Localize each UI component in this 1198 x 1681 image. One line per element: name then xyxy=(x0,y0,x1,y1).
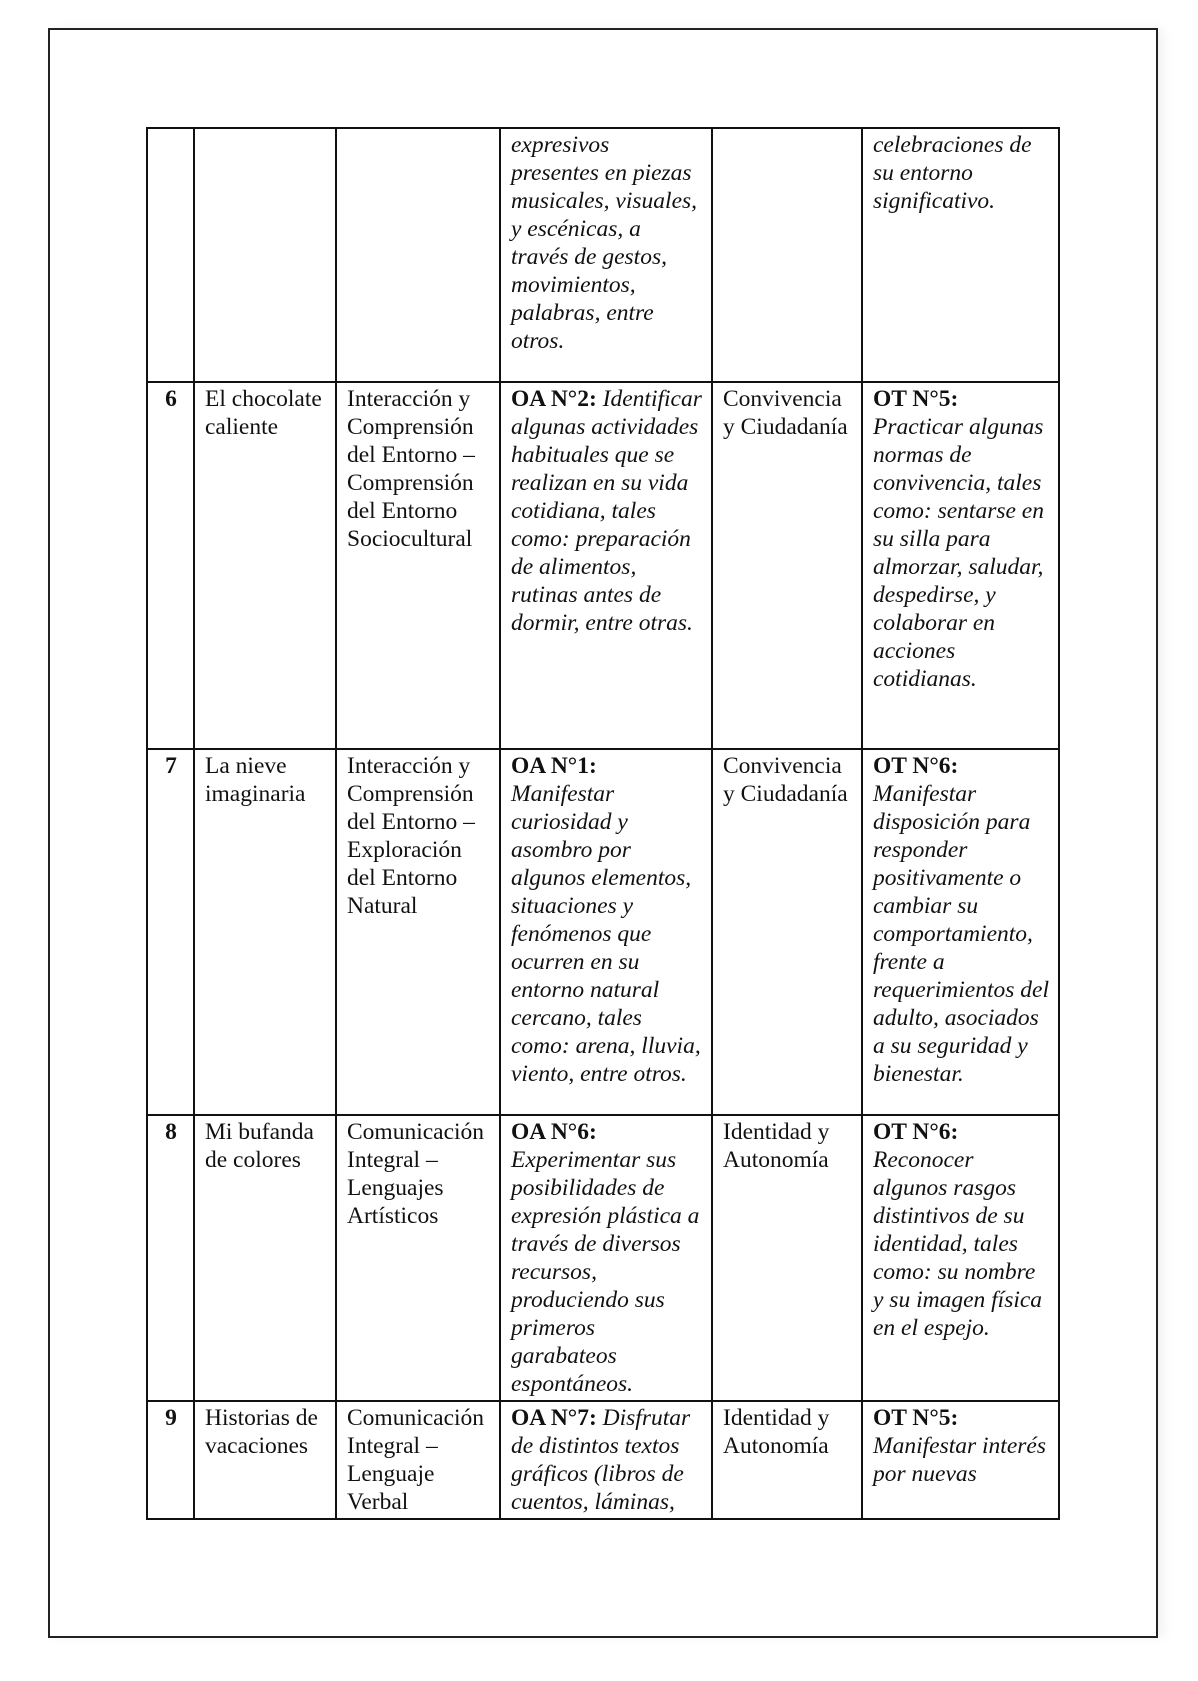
ambito-cell: Comunicación Integral – Lenguajes Artísticos xyxy=(336,1115,500,1401)
oa-cell xyxy=(500,382,712,749)
table-row xyxy=(147,1401,1059,1519)
ot-cell xyxy=(862,382,1059,749)
oa-cell xyxy=(500,128,712,382)
ot-label: OT N°6: xyxy=(873,753,959,779)
oa-cell xyxy=(500,1401,712,1519)
ot-text: Manifestar disposición para responder positivamente o cambiar su comportamiento, frente a requerimientos del adulto, asociados a su seguridad y bienestar. xyxy=(873,781,1049,1087)
nucleo-cell: Convivencia y Ciudadanía xyxy=(712,749,862,1115)
table-row xyxy=(147,128,1059,382)
oa-text: Manifestar curiosidad y asombro por algunos elementos, situaciones y fenómenos que ocurren en su entorno natural cercano, tales como: arena, lluvia, viento, entre otros. xyxy=(511,781,701,1087)
row-number: 9 xyxy=(147,1401,194,1519)
ot-text: Manifestar interés por nuevas xyxy=(873,1433,1046,1487)
ambito-cell: Interacción y Comprensión del Entorno – Exploración del Entorno Natural xyxy=(336,749,500,1115)
experience-title xyxy=(194,128,336,382)
table-row xyxy=(147,382,1059,749)
oa-text: Disfrutar de distintos textos gráficos (libros de cuentos, láminas, xyxy=(511,1405,691,1515)
nucleo-cell: Convivencia y Ciudadanía xyxy=(712,382,862,749)
table-row xyxy=(147,1115,1059,1401)
ambito-cell: Interacción y Comprensión del Entorno – Comprensión del Entorno Sociocultural xyxy=(336,382,500,749)
planning-table xyxy=(146,127,1060,1520)
experience-title: Mi bufanda de colores xyxy=(194,1115,336,1401)
ot-cell xyxy=(862,1401,1059,1519)
oa-text: Experimentar sus posibilidades de expresión plástica a través de diversos recursos, produciendo sus primeros garabateos espontáneos. xyxy=(511,1147,700,1397)
ot-text: Reconocer algunos rasgos distintivos de su identidad, tales como: su nombre y su imagen física en el espejo. xyxy=(873,1147,1043,1341)
ot-label: OT N°5: xyxy=(873,386,959,412)
row-number: 8 xyxy=(147,1115,194,1401)
ot-text: celebraciones de su entorno significativo. xyxy=(873,132,1032,214)
nucleo-cell: Identidad y Autonomía xyxy=(712,1401,862,1519)
ot-label: OT N°5: xyxy=(873,1405,959,1431)
ot-cell xyxy=(862,1115,1059,1401)
oa-label: OA N°2: xyxy=(511,386,597,412)
experience-title: El chocolate caliente xyxy=(194,382,336,749)
table-row xyxy=(147,749,1059,1115)
nucleo-cell xyxy=(712,128,862,382)
oa-label: OA N°1: xyxy=(511,753,597,779)
oa-label: OA N°7: xyxy=(511,1405,597,1431)
row-number: 7 xyxy=(147,749,194,1115)
oa-cell xyxy=(500,1115,712,1401)
row-number: 6 xyxy=(147,382,194,749)
ot-label: OT N°6: xyxy=(873,1119,959,1145)
row-number xyxy=(147,128,194,382)
ot-text: Practicar algunas normas de convivencia, tales como: sentarse en su silla para almorzar, saludar, despedirse, y colaborar en acciones cotidianas. xyxy=(873,414,1044,692)
ambito-cell: Comunicación Integral – Lenguaje Verbal xyxy=(336,1401,500,1519)
oa-cell xyxy=(500,749,712,1115)
experience-title: Historias de vacaciones xyxy=(194,1401,336,1519)
oa-label: OA N°6: xyxy=(511,1119,597,1145)
nucleo-cell: Identidad y Autonomía xyxy=(712,1115,862,1401)
oa-text: Identificar algunas actividades habituales que se realizan en su vida cotidiana, tales como: preparación de alimentos, rutinas antes de dormir, entre otras. xyxy=(511,386,702,636)
ot-cell xyxy=(862,128,1059,382)
ot-cell xyxy=(862,749,1059,1115)
oa-text: expresivos presentes en piezas musicales, visuales, y escénicas, a través de gestos, movimientos, palabras, entre otros. xyxy=(511,132,698,354)
ambito-cell xyxy=(336,128,500,382)
experience-title: La nieve imaginaria xyxy=(194,749,336,1115)
